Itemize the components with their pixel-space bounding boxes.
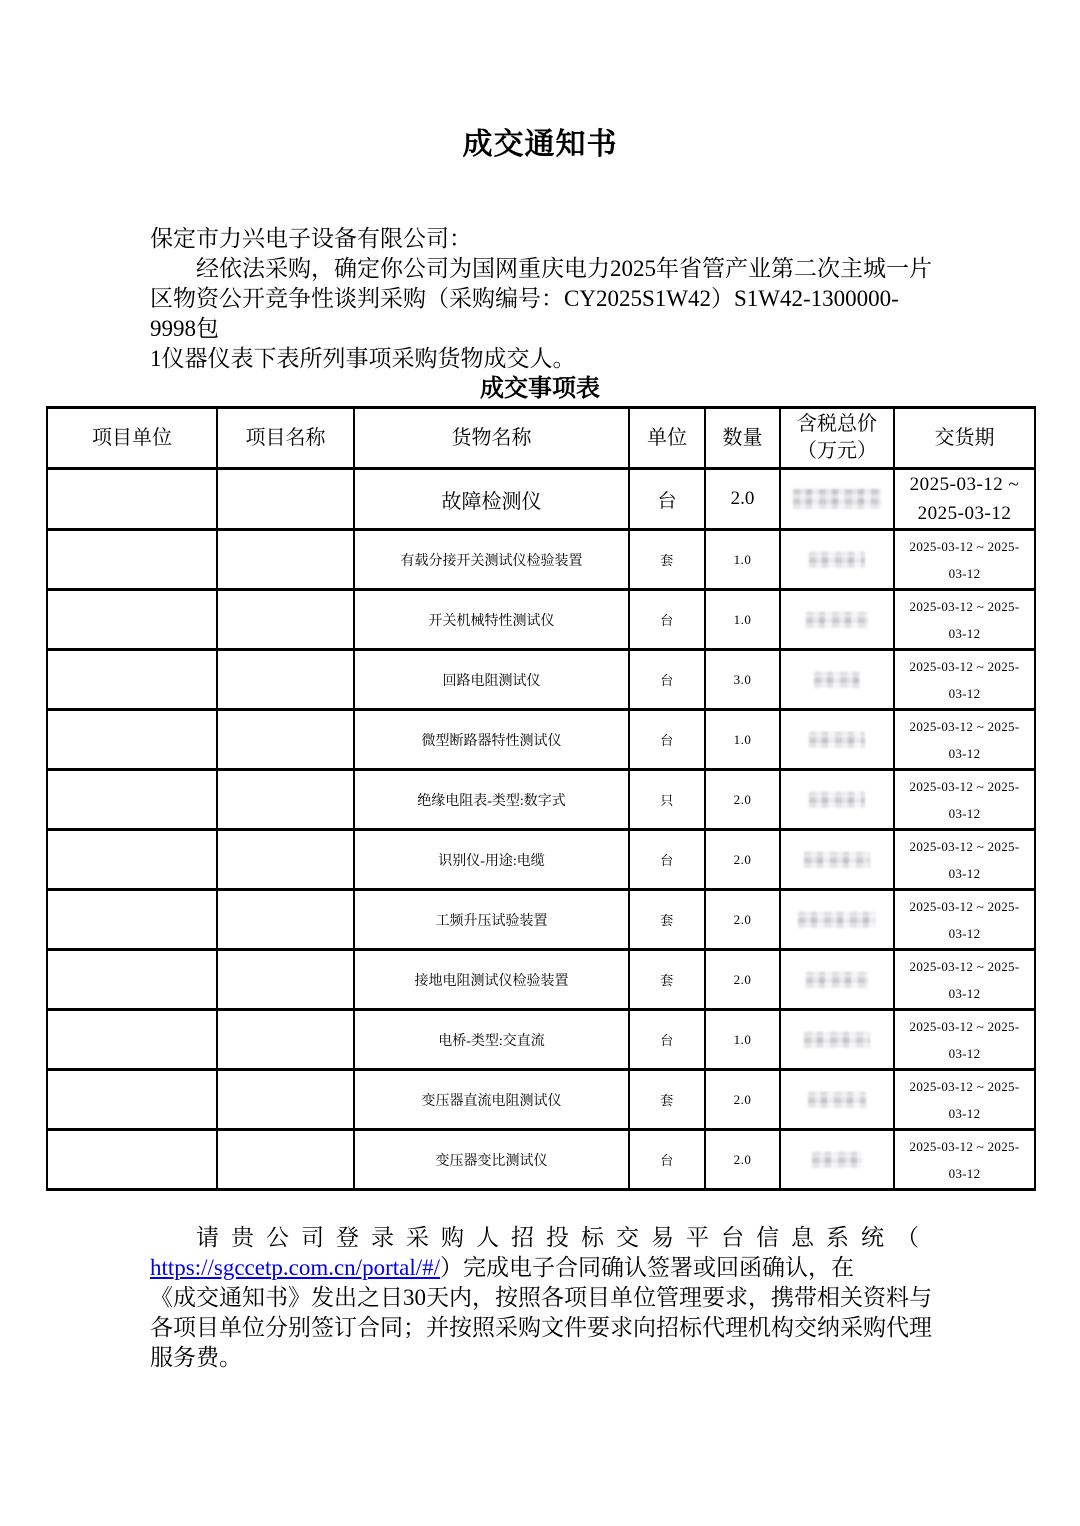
col-header-qty: 数量 bbox=[705, 408, 780, 469]
redacted-price-block bbox=[809, 732, 865, 748]
project-unit-cell bbox=[47, 1130, 217, 1190]
project-unit-cell bbox=[47, 469, 217, 530]
delivery-date-line: 03-12 bbox=[948, 565, 981, 581]
project-name-cell bbox=[217, 1010, 354, 1070]
goods-name-cell: 微型断路器特性测试仪 bbox=[354, 710, 629, 770]
goods-name-cell: 电桥-类型:交直流 bbox=[354, 1010, 629, 1070]
delivery-date-line: 03-12 bbox=[948, 685, 981, 701]
qty-cell: 2.0 bbox=[705, 770, 780, 830]
delivery-cell bbox=[894, 530, 1035, 590]
delivery-cell bbox=[894, 590, 1035, 650]
goods-name-cell: 工频升压试验装置 bbox=[354, 890, 629, 950]
goods-name-cell: 变压器直流电阻测试仪 bbox=[354, 1070, 629, 1130]
table-row bbox=[47, 469, 1035, 530]
delivery-cell bbox=[894, 950, 1035, 1010]
redacted-price-block bbox=[804, 852, 870, 868]
price-cell bbox=[780, 770, 894, 830]
col-header-project-name: 项目名称 bbox=[217, 408, 354, 469]
delivery-date-line: 03-12 bbox=[948, 1045, 981, 1061]
delivery-date-line: 2025-03-12 ~ 2025- bbox=[909, 538, 1020, 554]
price-cell bbox=[780, 830, 894, 890]
delivery-date-line: 2025-03-12 bbox=[917, 503, 1012, 524]
qty-cell: 1.0 bbox=[705, 590, 780, 650]
goods-name-cell: 开关机械特性测试仪 bbox=[354, 590, 629, 650]
price-cell bbox=[780, 469, 894, 530]
unit-cell: 套 bbox=[629, 530, 705, 590]
delivery-cell bbox=[894, 770, 1035, 830]
delivery-cell bbox=[894, 469, 1035, 530]
price-cell bbox=[780, 950, 894, 1010]
delivery-date-line: 2025-03-12 ~ 2025- bbox=[909, 598, 1020, 614]
footer-line-1: 请贵公司登录采购人招投标交易平台信息系统（ bbox=[196, 1225, 931, 1250]
intro-section bbox=[150, 224, 933, 374]
delivery-cell bbox=[894, 890, 1035, 950]
project-name-cell bbox=[217, 650, 354, 710]
delivery-date-line: 2025-03-12 ~ 2025- bbox=[909, 1138, 1020, 1154]
price-cell bbox=[780, 1010, 894, 1070]
project-name-cell bbox=[217, 950, 354, 1010]
qty-cell: 2.0 bbox=[705, 1070, 780, 1130]
project-unit-cell bbox=[47, 710, 217, 770]
table-row bbox=[47, 710, 1035, 770]
redacted-price-block bbox=[804, 1032, 870, 1048]
unit-cell: 台 bbox=[629, 469, 705, 530]
qty-cell: 2.0 bbox=[705, 830, 780, 890]
footer-line-2 bbox=[150, 1253, 933, 1283]
table-row bbox=[47, 830, 1035, 890]
delivery-cell bbox=[894, 1010, 1035, 1070]
delivery-cell bbox=[894, 1070, 1035, 1130]
table-row bbox=[47, 770, 1035, 830]
delivery-date-line: 03-12 bbox=[948, 625, 981, 641]
table-row bbox=[47, 530, 1035, 590]
table-caption: 成交事项表 bbox=[480, 376, 600, 402]
delivery-cell bbox=[894, 1130, 1035, 1190]
delivery-date-line: 03-12 bbox=[948, 745, 981, 761]
delivery-date-line: 2025-03-12 ~ bbox=[909, 474, 1020, 495]
price-cell bbox=[780, 890, 894, 950]
delivery-cell bbox=[894, 650, 1035, 710]
award-items-table bbox=[46, 406, 1036, 1191]
delivery-date-line: 03-12 bbox=[948, 805, 981, 821]
table-row bbox=[47, 1070, 1035, 1130]
delivery-date-line: 03-12 bbox=[948, 1165, 981, 1181]
redacted-price-block bbox=[814, 672, 860, 688]
col-header-goods-name: 货物名称 bbox=[354, 408, 629, 469]
table-row bbox=[47, 950, 1035, 1010]
delivery-date-line: 03-12 bbox=[948, 1105, 981, 1121]
delivery-date-line: 2025-03-12 ~ 2025- bbox=[909, 718, 1020, 734]
delivery-date-line: 2025-03-12 ~ 2025- bbox=[909, 778, 1020, 794]
project-unit-cell bbox=[47, 830, 217, 890]
redacted-price-block bbox=[809, 552, 865, 568]
delivery-date-line: 03-12 bbox=[948, 985, 981, 1001]
project-unit-cell bbox=[47, 590, 217, 650]
table-row bbox=[47, 590, 1035, 650]
unit-cell: 套 bbox=[629, 890, 705, 950]
table-row bbox=[47, 650, 1035, 710]
qty-cell: 2.0 bbox=[705, 890, 780, 950]
redacted-price-block bbox=[806, 972, 868, 988]
delivery-cell bbox=[894, 830, 1035, 890]
portal-link[interactable]: https://sgccetp.com.cn/portal/#/ bbox=[150, 1255, 440, 1280]
unit-cell: 台 bbox=[629, 590, 705, 650]
unit-cell: 台 bbox=[629, 830, 705, 890]
intro-line: 区物资公开竞争性谈判采购（采购编号：CY2025S1W42）S1W42-1300000-9998包 bbox=[150, 286, 899, 341]
price-cell bbox=[780, 590, 894, 650]
table-row bbox=[47, 890, 1035, 950]
unit-cell: 台 bbox=[629, 710, 705, 770]
project-name-cell bbox=[217, 530, 354, 590]
col-header-price-line2: （万元） bbox=[797, 440, 877, 462]
goods-name-cell: 绝缘电阻表-类型:数字式 bbox=[354, 770, 629, 830]
table-row bbox=[47, 1010, 1035, 1070]
redacted-price-block bbox=[798, 912, 876, 928]
delivery-date-line: 2025-03-12 ~ 2025- bbox=[909, 838, 1020, 854]
goods-name-cell: 回路电阻测试仪 bbox=[354, 650, 629, 710]
goods-name-cell: 变压器变比测试仪 bbox=[354, 1130, 629, 1190]
project-unit-cell bbox=[47, 1070, 217, 1130]
goods-name-cell: 故障检测仪 bbox=[354, 469, 629, 530]
qty-cell: 1.0 bbox=[705, 530, 780, 590]
delivery-date-line: 03-12 bbox=[948, 865, 981, 881]
qty-cell: 1.0 bbox=[705, 710, 780, 770]
price-cell bbox=[780, 710, 894, 770]
unit-cell: 台 bbox=[629, 1130, 705, 1190]
redacted-price-block bbox=[806, 612, 868, 628]
qty-cell: 2.0 bbox=[705, 1130, 780, 1190]
price-cell bbox=[780, 530, 894, 590]
project-unit-cell bbox=[47, 950, 217, 1010]
price-cell bbox=[780, 1070, 894, 1130]
unit-cell: 只 bbox=[629, 770, 705, 830]
delivery-date-line: 03-12 bbox=[948, 925, 981, 941]
col-header-unit: 单位 bbox=[629, 408, 705, 469]
price-cell bbox=[780, 650, 894, 710]
project-unit-cell bbox=[47, 1010, 217, 1070]
delivery-cell bbox=[894, 710, 1035, 770]
recipient-line: 保定市力兴电子设备有限公司： bbox=[150, 226, 472, 251]
footer-line-5: 服务费。 bbox=[150, 1345, 242, 1370]
project-unit-cell bbox=[47, 890, 217, 950]
footer-line-3: 《成交通知书》发出之日30天内，按照各项目单位管理要求，携带相关资料与 bbox=[150, 1285, 932, 1310]
footer-line-2-tail: ）完成电子合同确认签署或回函确认，在 bbox=[440, 1255, 854, 1280]
intro-line: 1仪器仪表下表所列事项采购货物成交人。 bbox=[150, 346, 576, 371]
unit-cell: 套 bbox=[629, 1070, 705, 1130]
redacted-price-block bbox=[809, 792, 865, 808]
qty-cell: 2.0 bbox=[705, 950, 780, 1010]
col-header-price-line1: 含税总价 bbox=[797, 413, 877, 435]
unit-cell: 台 bbox=[629, 1010, 705, 1070]
project-name-cell bbox=[217, 469, 354, 530]
intro-line: 经依法采购，确定你公司为国网重庆电力2025年省管产业第二次主城一片 bbox=[196, 256, 932, 281]
redacted-price-block bbox=[812, 1152, 862, 1168]
col-header-delivery: 交货期 bbox=[894, 408, 1035, 469]
goods-name-cell: 有载分接开关测试仪检验装置 bbox=[354, 530, 629, 590]
table-header-row bbox=[47, 408, 1035, 469]
project-name-cell bbox=[217, 710, 354, 770]
project-name-cell bbox=[217, 590, 354, 650]
footer-line-4: 各项目单位分别签订合同；并按照采购文件要求向招标代理机构交纳采购代理 bbox=[150, 1315, 932, 1340]
delivery-date-line: 2025-03-12 ~ 2025- bbox=[909, 1018, 1020, 1034]
delivery-date-line: 2025-03-12 ~ 2025- bbox=[909, 658, 1020, 674]
project-name-cell bbox=[217, 1130, 354, 1190]
redacted-price-block bbox=[793, 489, 881, 509]
unit-cell: 台 bbox=[629, 650, 705, 710]
qty-cell: 1.0 bbox=[705, 1010, 780, 1070]
qty-cell: 3.0 bbox=[705, 650, 780, 710]
delivery-date-line: 2025-03-12 ~ 2025- bbox=[909, 1078, 1020, 1094]
project-unit-cell bbox=[47, 770, 217, 830]
project-name-cell bbox=[217, 890, 354, 950]
delivery-date-line: 2025-03-12 ~ 2025- bbox=[909, 898, 1020, 914]
table-row bbox=[47, 1130, 1035, 1190]
delivery-date-line: 2025-03-12 ~ 2025- bbox=[909, 958, 1020, 974]
table-body bbox=[47, 469, 1035, 1190]
price-cell bbox=[780, 1130, 894, 1190]
project-unit-cell bbox=[47, 530, 217, 590]
project-name-cell bbox=[217, 1070, 354, 1130]
col-header-price bbox=[780, 408, 894, 469]
redacted-price-block bbox=[808, 1092, 866, 1108]
qty-cell: 2.0 bbox=[705, 469, 780, 530]
document-title: 成交通知书 bbox=[462, 128, 618, 161]
goods-name-cell: 接地电阻测试仪检验装置 bbox=[354, 950, 629, 1010]
project-unit-cell bbox=[47, 650, 217, 710]
unit-cell: 套 bbox=[629, 950, 705, 1010]
project-name-cell bbox=[217, 770, 354, 830]
col-header-project-unit: 项目单位 bbox=[47, 408, 217, 469]
goods-name-cell: 识别仪-用途:电缆 bbox=[354, 830, 629, 890]
footer-section bbox=[150, 1223, 933, 1373]
project-name-cell bbox=[217, 830, 354, 890]
